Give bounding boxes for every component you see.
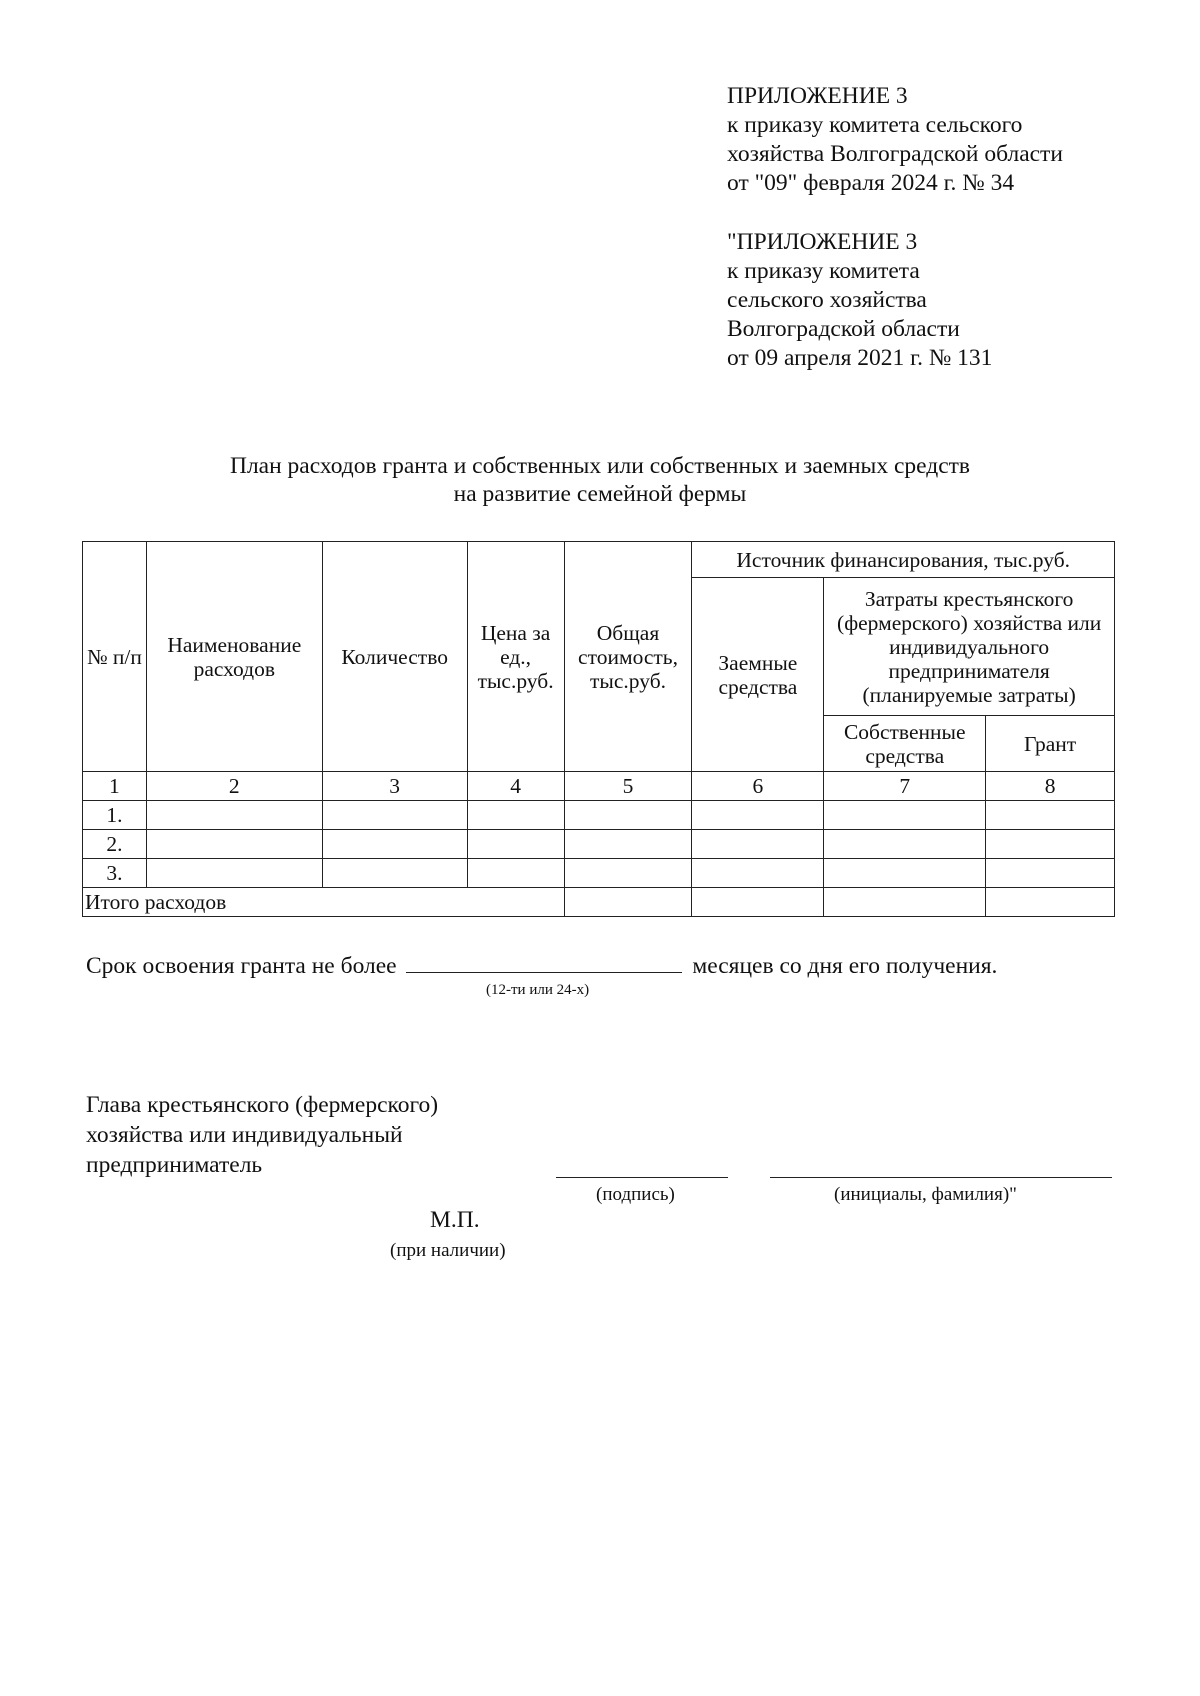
signatory-title-line: хозяйства или индивидуальный (86, 1122, 403, 1148)
grant-term-blank (406, 950, 682, 973)
table-row (83, 859, 1115, 888)
header-expense-name: Наименование расходов (146, 542, 322, 772)
grant-term-prefix: Срок освоения гранта не более (86, 953, 397, 979)
grant-term-suffix: месяцев со дня его получения. (692, 953, 998, 979)
table-cell (467, 830, 564, 859)
header-farm-costs: Затраты крестьянского (фермерского) хозяйства или индивидуального предпринимателя (планируемые затраты) (824, 578, 1115, 716)
column-number: 8 (986, 772, 1115, 801)
appendix-ref-date: от 09 апреля 2021 г. № 131 (727, 345, 993, 371)
table-cell (564, 888, 692, 917)
column-number: 3 (322, 772, 467, 801)
table-cell (824, 801, 986, 830)
header-loan-funds: Заемные средства (692, 578, 824, 772)
appendix-header-original (727, 228, 992, 373)
document-title-line: на развитие семейной фермы (453, 481, 747, 507)
table-cell (467, 801, 564, 830)
header-number: № п/п (83, 542, 147, 772)
header-total-cost: Общая стоимость, тыс.руб. (564, 542, 692, 772)
table-cell (322, 801, 467, 830)
row-number: 1. (83, 801, 147, 830)
name-caption: (инициалы, фамилия)" (834, 1184, 1017, 1205)
table-cell (564, 830, 692, 859)
table-cell (692, 859, 824, 888)
table-cell (146, 801, 322, 830)
column-number: 6 (692, 772, 824, 801)
document-title-line: План расходов гранта и собственных или собственных и заемных средств (229, 453, 971, 479)
total-row (83, 888, 1115, 917)
table-cell (146, 859, 322, 888)
table-cell (824, 830, 986, 859)
appendix-ref-line: к приказу комитета (727, 258, 920, 284)
appendix-header-current (727, 82, 1063, 198)
table-row (83, 830, 1115, 859)
column-number: 2 (146, 772, 322, 801)
grant-term-hint: (12-ти или 24-х) (486, 982, 590, 998)
table-cell (322, 830, 467, 859)
signatory-title (86, 1090, 438, 1180)
row-number: 3. (83, 859, 147, 888)
table-cell (564, 801, 692, 830)
header-quantity: Количество (322, 542, 467, 772)
row-number: 2. (83, 830, 147, 859)
appendix-ref-line: к приказу комитета сельского (727, 112, 1023, 138)
table-cell (986, 830, 1115, 859)
appendix-ref-date: от "09" февраля 2024 г. № 34 (727, 170, 1015, 196)
grant-term (86, 950, 997, 980)
signatory-title-line: Глава крестьянского (фермерского) (86, 1092, 439, 1118)
stamp-hint: (при наличии) (390, 1240, 506, 1261)
signatory-title-line: предприниматель (86, 1152, 263, 1178)
appendix-ref-line: сельского хозяйства (727, 287, 927, 313)
stamp-mark: М.П. (430, 1207, 480, 1233)
table-cell (467, 859, 564, 888)
header-grant: Грант (986, 716, 1115, 772)
column-number: 5 (564, 772, 692, 801)
table-row (83, 801, 1115, 830)
appendix-ref-line: хозяйства Волгоградской области (727, 141, 1063, 167)
table-cell (692, 801, 824, 830)
table-cell (692, 888, 824, 917)
header-unit-price: Цена за ед., тыс.руб. (467, 542, 564, 772)
header-financing-source: Источник финансирования, тыс.руб. (692, 542, 1115, 578)
appendix-title: "ПРИЛОЖЕНИЕ 3 (727, 229, 918, 255)
table-cell (322, 859, 467, 888)
appendix-ref-line: Волгоградской области (727, 316, 960, 342)
table-cell (986, 801, 1115, 830)
name-line (770, 1177, 1112, 1178)
appendix-title: ПРИЛОЖЕНИЕ 3 (727, 83, 908, 109)
expense-plan-table (82, 541, 1115, 917)
document-title (0, 452, 1200, 508)
column-number: 4 (467, 772, 564, 801)
column-number: 1 (83, 772, 147, 801)
signature-caption: (подпись) (596, 1184, 675, 1205)
table-cell (692, 830, 824, 859)
table-cell (986, 888, 1115, 917)
signature-line (556, 1177, 728, 1178)
table-cell (564, 859, 692, 888)
table-cell (986, 859, 1115, 888)
table-cell (824, 859, 986, 888)
table-cell (824, 888, 986, 917)
table-cell (146, 830, 322, 859)
column-number: 7 (824, 772, 986, 801)
column-number-row (83, 772, 1115, 801)
total-label: Итого расходов (83, 888, 565, 917)
header-own-funds: Собственные средства (824, 716, 986, 772)
